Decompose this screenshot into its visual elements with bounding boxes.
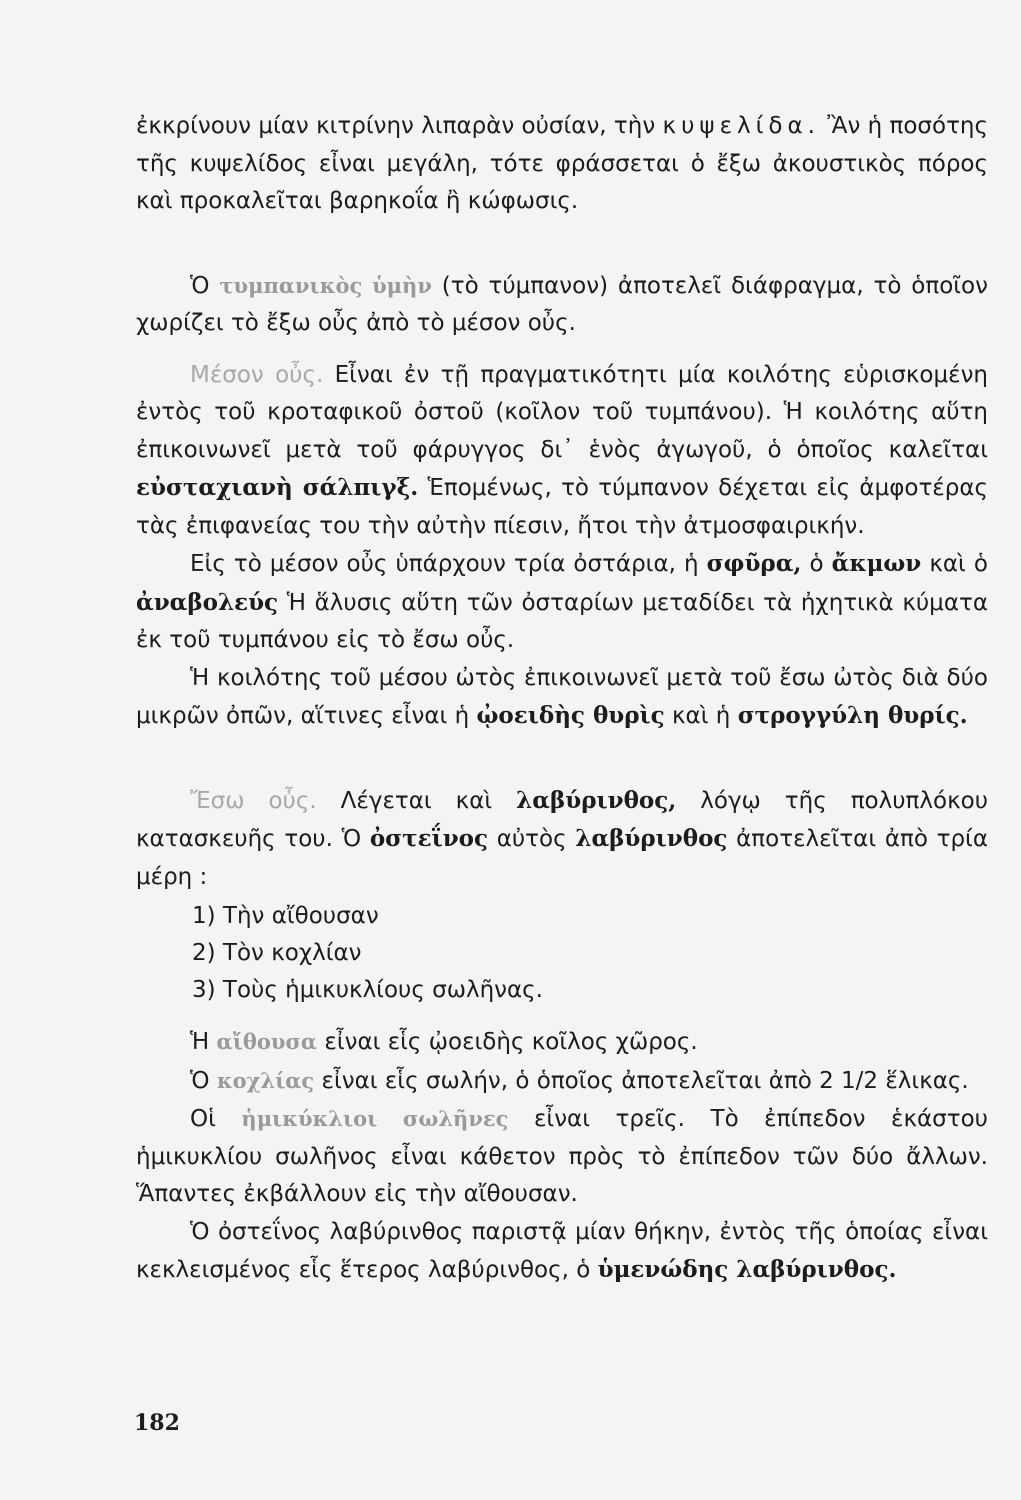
term-malleus: σφῦρα,: [706, 550, 802, 577]
term-membranous-labyrinth: ὑμενώδης λαβύρινθος.: [597, 1256, 897, 1283]
term-labyrinth: λαβύρινθος,: [516, 786, 677, 814]
paragraph-membranous-labyrinth: Ὁ ὀστεΐνος λαβύρινθος παριστᾷ μίαν θήκην, ἐντὸς τῆς ὁποίας εἶναι κεκλεισμένος εἷς ἕτερος λαβύρινθος, ὁ ὑμενώδης λαβύρινθος.: [136, 1218, 988, 1283]
paragraph-canals: Οἱ ἡμικύκλιοι σωλῆνες εἶναι τρεῖς. Τὸ ἐπίπεδον ἑκάστου ἡμικυκλίου σωλῆνος εἶναι κάθετον πρὸς τὸ ἐπίπεδον τῶν δύο ἄλλων. Ἅπαντες ἐκβάλλουν εἰς τὴν αἴθουσαν.: [136, 1106, 988, 1207]
paragraph-vestibule: Ἡ αἴθουσα εἶναι εἷς ᾠοειδὴς κοῖλος χῶρος.: [190, 1029, 698, 1055]
term-tympanic-membrane: τυμπανικὸς ὑμὴν: [219, 272, 432, 298]
paragraph-middle-ear: Μέσον οὖς. Εἶναι ἐν τῇ πραγματικότητι μία κοιλότης εὑρισκομένη ἐντὸς τοῦ κροταφικοῦ ὀστοῦ (κοῖλον τοῦ τυμπάνου). Ἡ κοιλότης αὕτη ἐπικοινωνεῖ μετὰ τοῦ φάρυγγος δι᾽ ἑνὸς ἀγωγοῦ, ὁ ὁποῖος καλεῖται εὐσταχιανὴ σάλπιγξ. Ἑπομένως, τὸ τύμπανον δέχεται εἰς ἀμφοτέρας τὰς ἐπιφανείας του τὴν αὐτὴν πίεσιν, ἤτοι τὴν ἀτμοσφαιρικήν.: [136, 361, 988, 539]
list-item: 3) Τοὺς ἡμικυκλίους σωλῆνας.: [192, 977, 543, 1003]
parts-list: [192, 898, 988, 1009]
term-round-window: στρογγύλη θυρίς.: [737, 702, 968, 729]
term-stapes: ἀναβολεύς: [136, 588, 279, 616]
term-labyrinth-2: λαβύρινθος: [575, 825, 728, 852]
term-kypselida: κυψελίδα.: [662, 113, 820, 139]
paragraph-inner-ear: Ἔσω οὖς. Λέγεται καὶ λαβύρινθος, λόγῳ τῆς πολυπλόκου κατασκευῆς του. Ὁ ὀστεΐνος αὐτὸς λαβύρινθος ἀποτελεῖται ἀπὸ τρία μέρη :: [136, 786, 989, 890]
paragraph-1: ἐκκρίνουν μίαν κιτρίνην λιπαρὰν οὐσίαν, τὴν κυψελίδα. Ἂν ἡ ποσότης τῆς κυψελίδος εἶναι μεγάλη, τότε φράσσεται ὁ ἔξω ἀκουστικὸς πόρος καὶ προκαλεῖται βαρηκοΐα ἢ κώφωσις.: [136, 113, 988, 214]
term-oval-window: ᾠοειδὴς θυρὶς: [476, 702, 665, 729]
paragraph-cochlea: Ὁ κοχλίας εἶναι εἷς σωλήν, ὁ ὁποῖος ἀποτελεῖται ἀπὸ 2 1/2 ἕλικας.: [190, 1067, 969, 1094]
term-eustachian-tube: εὐσταχιανὴ σάλπιγξ.: [136, 474, 419, 501]
term-vestibule: αἴθουσα: [216, 1029, 318, 1054]
list-item: 1) Τὴν αἴθουσαν: [192, 903, 379, 929]
term-incus: ἄκμων: [831, 550, 922, 577]
term-semicircular-canals: ἡμικύκλιοι σωλῆνες: [241, 1106, 509, 1131]
page-body: [136, 108, 988, 1290]
paragraph-windows: Ἡ κοιλότης τοῦ μέσου ὠτὸς ἐπικοινωνεῖ μετὰ τοῦ ἔσω ὠτὸς διὰ δύο μικρῶν ὀπῶν, αἵτινες εἶναι ἡ ᾠοειδὴς θυρὶς καὶ ἡ στρογγύλη θυρίς.: [136, 664, 988, 729]
paragraph-ossicles: Εἰς τὸ μέσον οὖς ὑπάρχουν τρία ὀστάρια, ἡ σφῦρα, ὁ ἄκμων καὶ ὁ ἀναβολεύς Ἡ ἅλυσις αὕτη τῶν ὀσταρίων μεταδίδει τὰ ἠχητικὰ κύματα ἐκ τοῦ τυμπάνου εἰς τὸ ἔσω οὖς.: [136, 550, 988, 653]
section-heading-inner-ear: Ἔσω οὖς.: [190, 787, 317, 814]
paragraph-2: Ὁ τυμπανικὸς ὑμὴν (τὸ τύμπανον) ἀποτελεῖ διάφραγμα, τὸ ὁποῖον χωρίζει τὸ ἔξω οὖς ἀπὸ τὸ μέσον οὖς.: [136, 272, 988, 336]
page-number: 182: [134, 1410, 180, 1436]
term-cochlea: κοχλίας: [216, 1067, 315, 1093]
list-item: 2) Τὸν κοχλίαν: [192, 940, 362, 966]
section-heading-middle-ear: Μέσον οὖς.: [190, 361, 324, 388]
term-bony: ὀστεΐνος: [369, 825, 489, 852]
